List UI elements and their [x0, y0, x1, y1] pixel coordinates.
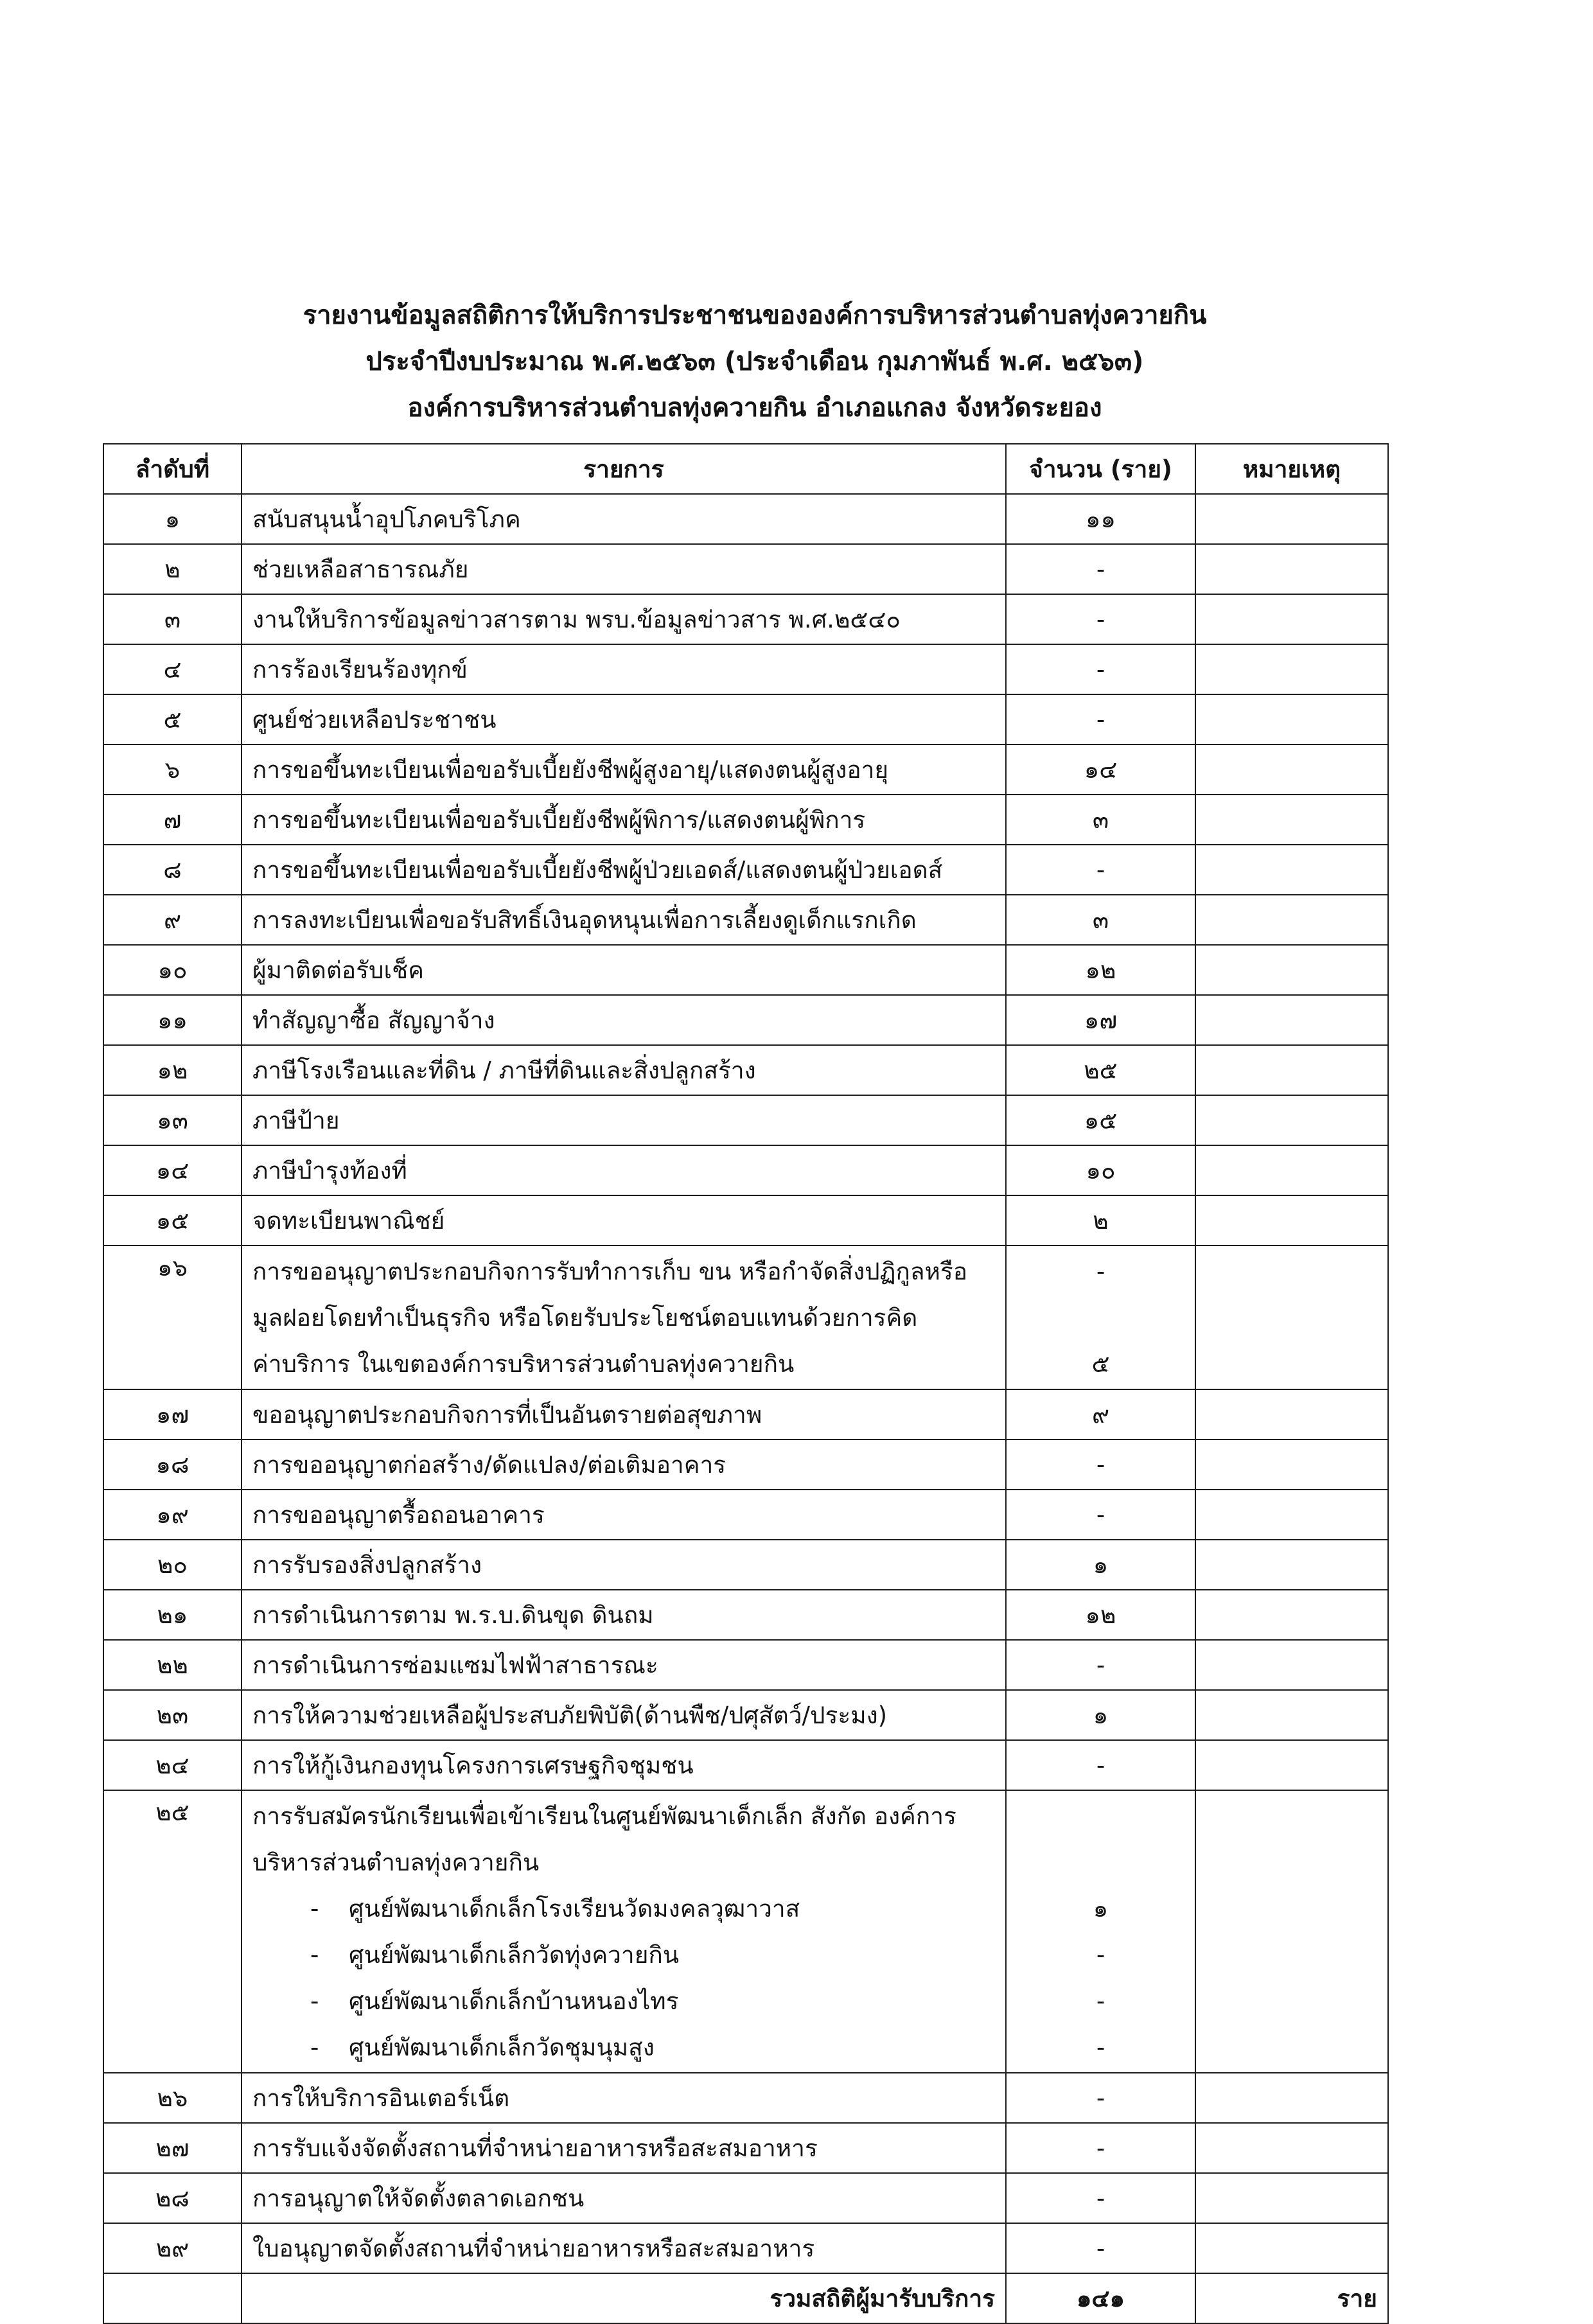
row-number: ๑๖ — [103, 1246, 242, 1389]
row-number: ๔ — [103, 644, 242, 694]
row-item — [242, 1246, 1006, 1389]
row-note — [1195, 795, 1388, 845]
table-body-row25 — [103, 1790, 1388, 2073]
row-number: ๑๑ — [103, 995, 242, 1045]
row-count-line: - — [1096, 1941, 1105, 1969]
row-count: - — [1006, 2223, 1195, 2273]
table-row — [103, 1590, 1388, 1640]
row-number: ๑๒ — [103, 1045, 242, 1095]
table-body-b — [103, 1389, 1388, 1790]
row-number: ๑๗ — [103, 1389, 242, 1439]
table-body-a — [103, 494, 1388, 1246]
row-note — [1195, 594, 1388, 644]
row-item: การดำเนินการตาม พ.ร.บ.ดินขุด ดินถม — [242, 1590, 1006, 1640]
row-item: การขออนุญาตก่อสร้าง/ดัดแปลง/ต่อเติมอาคาร — [242, 1439, 1006, 1490]
table-row — [103, 1195, 1388, 1246]
table-row — [103, 744, 1388, 795]
row-number: ๒๕ — [103, 1790, 242, 2073]
row-item: การให้บริการอินเตอร์เน็ต — [242, 2073, 1006, 2123]
row-count: ๑ — [1006, 1690, 1195, 1740]
table-row — [103, 1790, 1388, 2073]
row-count: - — [1006, 2123, 1195, 2173]
row-count: ๑๐ — [1006, 1145, 1195, 1195]
column-header-count: จำนวน (ราย) — [1006, 444, 1195, 494]
row-number: ๒๑ — [103, 1590, 242, 1640]
row-note — [1195, 1195, 1388, 1246]
row-count: ๙ — [1006, 1389, 1195, 1439]
row-number: ๙ — [103, 895, 242, 945]
row-note — [1195, 494, 1388, 544]
row-note — [1195, 1439, 1388, 1490]
table-header-row — [103, 444, 1388, 494]
row-note — [1195, 845, 1388, 895]
row-item-line: มูลฝอยโดยทำเป็นธุรกิจ หรือโดยรับประโยชน์ตอบแทนด้วยการคิด — [252, 1304, 918, 1332]
row-number: ๒๗ — [103, 2123, 242, 2173]
row-count: ๓ — [1006, 895, 1195, 945]
row-note — [1195, 1045, 1388, 1095]
row-note — [1195, 544, 1388, 594]
row-note — [1195, 1640, 1388, 1690]
table-row — [103, 494, 1388, 544]
row-note — [1195, 694, 1388, 744]
table-row — [103, 1045, 1388, 1095]
row-item: การร้องเรียนร้องทุกข์ — [242, 644, 1006, 694]
table-row — [103, 945, 1388, 995]
row-item: การอนุญาตให้จัดตั้งตลาดเอกชน — [242, 2173, 1006, 2223]
table-row — [103, 644, 1388, 694]
table-row — [103, 2173, 1388, 2223]
table-body-c — [103, 2073, 1388, 2273]
row-item: ศูนย์ช่วยเหลือประชาชน — [242, 694, 1006, 744]
row-count: ๑๗ — [1006, 995, 1195, 1045]
row-note — [1195, 1246, 1388, 1389]
sub-item — [252, 2025, 995, 2071]
row-count: ๒๕ — [1006, 1045, 1195, 1095]
row-note — [1195, 1690, 1388, 1740]
row-note — [1195, 995, 1388, 1045]
row-number: ๒๒ — [103, 1640, 242, 1690]
row-number: ๓ — [103, 594, 242, 644]
sub-item — [252, 1886, 995, 1932]
table-row — [103, 2223, 1388, 2273]
row-count: - — [1006, 694, 1195, 744]
table-body-row16 — [103, 1246, 1388, 1389]
row-number: ๒๓ — [103, 1690, 242, 1740]
row-item — [242, 1790, 1006, 2073]
table-row — [103, 694, 1388, 744]
row-count: - — [1006, 1640, 1195, 1690]
table-row — [103, 1640, 1388, 1690]
row-count: ๑๒ — [1006, 1590, 1195, 1640]
sub-item — [252, 1932, 995, 1978]
sub-item-label: ศูนย์พัฒนาเด็กเล็กโรงเรียนวัดมงคลวุฒาวาส — [349, 1895, 800, 1923]
sub-item-marker: - — [310, 2034, 319, 2061]
row-number: ๗ — [103, 795, 242, 845]
table-row — [103, 1389, 1388, 1439]
row-count: ๓ — [1006, 795, 1195, 845]
table-row — [103, 1740, 1388, 1790]
row-number: ๑๔ — [103, 1145, 242, 1195]
row-item: ภาษีป้าย — [242, 1095, 1006, 1145]
row-item: งานให้บริการข้อมูลข่าวสารตาม พรบ.ข้อมูลข่าวสาร พ.ศ.๒๕๔๐ — [242, 594, 1006, 644]
row-number: ๒๖ — [103, 2073, 242, 2123]
table-row — [103, 1439, 1388, 1490]
table-row — [103, 544, 1388, 594]
row-note — [1195, 1590, 1388, 1640]
row-number: ๑๕ — [103, 1195, 242, 1246]
sub-item-label: ศูนย์พัฒนาเด็กเล็กบ้านหนองไทร — [349, 1987, 679, 2015]
table-row — [103, 1490, 1388, 1540]
sub-item-marker: - — [310, 1987, 319, 2015]
row-item: ช่วยเหลือสาธารณภัย — [242, 544, 1006, 594]
row-number: ๑๘ — [103, 1439, 242, 1490]
row-count-line — [1017, 1793, 1184, 1840]
row-item-line: การขออนุญาตประกอบกิจการรับทำการเก็บ ขน หรือกำจัดสิ่งปฏิกูลหรือ — [252, 1258, 968, 1285]
row-note — [1195, 1095, 1388, 1145]
row-number: ๖ — [103, 744, 242, 795]
row-note — [1195, 644, 1388, 694]
row-count: - — [1006, 2173, 1195, 2223]
total-label: รวมสถิติผู้มารับบริการ — [242, 2273, 1006, 2323]
report-period: ประจำปีงบประมาณ พ.ศ.๒๕๖๓ (ประจำเดือน กุมภาพันธ์ พ.ศ. ๒๕๖๓) — [365, 347, 1144, 376]
row-item: การขอขึ้นทะเบียนเพื่อขอรับเบี้ยยังชีพผู้สูงอายุ/แสดงตนผู้สูงอายุ — [242, 744, 1006, 795]
row-item: การดำเนินการซ่อมแซมไฟฟ้าสาธารณะ — [242, 1640, 1006, 1690]
row-count: ๑๒ — [1006, 945, 1195, 995]
row-count — [1006, 1790, 1195, 2073]
row-note — [1195, 1490, 1388, 1540]
row-count: - — [1006, 1740, 1195, 1790]
row-item: การรับรองสิ่งปลูกสร้าง — [242, 1540, 1006, 1590]
column-header-note: หมายเหตุ — [1195, 444, 1388, 494]
row-note — [1195, 2073, 1388, 2123]
row-count: - — [1006, 1439, 1195, 1490]
row-count-line: - — [1096, 1987, 1105, 2015]
row-number: ๑ — [103, 494, 242, 544]
row-number: ๕ — [103, 694, 242, 744]
row-item: การลงทะเบียนเพื่อขอรับสิทธิ์เงินอุดหนุนเพื่อการเลี้ยงดูเด็กแรกเกิด — [242, 895, 1006, 945]
row-count: ๑๔ — [1006, 744, 1195, 795]
total-count: ๑๔๑ — [1006, 2273, 1195, 2323]
row-note — [1195, 1540, 1388, 1590]
row-number: ๒๐ — [103, 1540, 242, 1590]
row-count-line: - — [1096, 1258, 1105, 1285]
report-header — [193, 292, 1317, 431]
row-count-line: ๕ — [1091, 1350, 1110, 1378]
sub-item-marker: - — [310, 1941, 319, 1969]
row-count — [1006, 1246, 1195, 1389]
row-note — [1195, 1740, 1388, 1790]
table-row — [103, 2123, 1388, 2173]
table-row — [103, 1095, 1388, 1145]
statistics-table — [103, 443, 1389, 2324]
row-note — [1195, 2123, 1388, 2173]
row-item-line: ค่าบริการ ในเขตองค์การบริหารส่วนตำบลทุ่งควายกิน — [252, 1350, 795, 1378]
total-row — [103, 2273, 1388, 2323]
row-item-line: การรับสมัครนักเรียนเพื่อเข้าเรียนในศูนย์พัฒนาเด็กเล็ก สังกัด องค์การ — [252, 1802, 956, 1830]
row-item: ขออนุญาตประกอบกิจการที่เป็นอันตรายต่อสุขภาพ — [242, 1389, 1006, 1439]
row-note — [1195, 1790, 1388, 2073]
row-count: - — [1006, 544, 1195, 594]
row-item: ภาษีโรงเรือนและที่ดิน / ภาษีที่ดินและสิ่งปลูกสร้าง — [242, 1045, 1006, 1095]
table-row — [103, 1690, 1388, 1740]
total-unit: ราย — [1195, 2273, 1388, 2323]
row-note — [1195, 1145, 1388, 1195]
row-note — [1195, 895, 1388, 945]
row-count: ๒ — [1006, 1195, 1195, 1246]
table-row — [103, 995, 1388, 1045]
row-item: ใบอนุญาตจัดตั้งสถานที่จำหน่ายอาหารหรือสะสมอาหาร — [242, 2223, 1006, 2273]
row-item: การขอขึ้นทะเบียนเพื่อขอรับเบี้ยยังชีพผู้ป่วยเอดส์/แสดงตนผู้ป่วยเอดส์ — [242, 845, 1006, 895]
row-note — [1195, 2223, 1388, 2273]
row-count: - — [1006, 845, 1195, 895]
row-number: ๒๘ — [103, 2173, 242, 2223]
table-row — [103, 1145, 1388, 1195]
row-count: ๑๕ — [1006, 1095, 1195, 1145]
table-row — [103, 1540, 1388, 1590]
table-body-total — [103, 2273, 1388, 2323]
row-count-line — [1017, 1295, 1184, 1341]
row-count-line: ๑ — [1093, 1895, 1109, 1923]
row-count-line — [1017, 1840, 1184, 1886]
row-number: ๒ — [103, 544, 242, 594]
row-number: ๑๙ — [103, 1490, 242, 1540]
row-item: การให้ความช่วยเหลือผู้ประสบภัยพิบัติ(ด้านพืช/ปศุสัตว์/ประมง) — [242, 1690, 1006, 1740]
row-item: สนับสนุนน้ำอุปโภคบริโภค — [242, 494, 1006, 544]
table-row — [103, 795, 1388, 845]
row-number: ๒๙ — [103, 2223, 242, 2273]
row-number: ๑๐ — [103, 945, 242, 995]
column-header-item: รายการ — [242, 444, 1006, 494]
row-item: ผู้มาติดต่อรับเช็ค — [242, 945, 1006, 995]
total-row-blank — [103, 2273, 242, 2323]
row-count: - — [1006, 594, 1195, 644]
row-item: ทำสัญญาซื้อ สัญญาจ้าง — [242, 995, 1006, 1045]
row-note — [1195, 945, 1388, 995]
table-row — [103, 1246, 1388, 1389]
row-count: - — [1006, 1490, 1195, 1540]
row-count: ๑ — [1006, 1540, 1195, 1590]
row-note — [1195, 2173, 1388, 2223]
row-item: จดทะเบียนพาณิชย์ — [242, 1195, 1006, 1246]
row-item: การรับแจ้งจัดตั้งสถานที่จำหน่ายอาหารหรือสะสมอาหาร — [242, 2123, 1006, 2173]
table-row — [103, 845, 1388, 895]
table-row — [103, 2073, 1388, 2123]
table-row — [103, 594, 1388, 644]
row-item: ภาษีบำรุงท้องที่ — [242, 1145, 1006, 1195]
report-organization: องค์การบริหารส่วนตำบลทุ่งควายกิน อำเภอแกลง จังหวัดระยอง — [407, 393, 1102, 423]
column-header-no: ลำดับที่ — [103, 444, 242, 494]
row-number: ๑๓ — [103, 1095, 242, 1145]
report-title: รายงานข้อมูลสถิติการให้บริการประชาชนขององค์การบริหารส่วนตำบลทุ่งควายกิน — [303, 301, 1207, 330]
row-item: การให้กู้เงินกองทุนโครงการเศรษฐกิจชุมชน — [242, 1740, 1006, 1790]
table-row — [103, 895, 1388, 945]
row-note — [1195, 744, 1388, 795]
row-item-line: บริหารส่วนตำบลทุ่งควายกิน — [252, 1849, 540, 1876]
sub-item — [252, 1978, 995, 2025]
row-count: - — [1006, 2073, 1195, 2123]
row-item: การขอขึ้นทะเบียนเพื่อขอรับเบี้ยยังชีพผู้พิการ/แสดงตนผู้พิการ — [242, 795, 1006, 845]
row-number: ๘ — [103, 845, 242, 895]
row-count: - — [1006, 644, 1195, 694]
row-count: ๑๑ — [1006, 494, 1195, 544]
sub-item-marker: - — [310, 1895, 319, 1923]
sub-item-label: ศูนย์พัฒนาเด็กเล็กวัดทุ่งควายกิน — [349, 1941, 680, 1969]
row-number: ๒๔ — [103, 1740, 242, 1790]
row-item: การขออนุญาตรื้อถอนอาคาร — [242, 1490, 1006, 1540]
sub-item-label: ศูนย์พัฒนาเด็กเล็กวัดชุมนุมสูง — [349, 2034, 655, 2061]
row-note — [1195, 1389, 1388, 1439]
row-count-line: - — [1096, 2034, 1105, 2061]
